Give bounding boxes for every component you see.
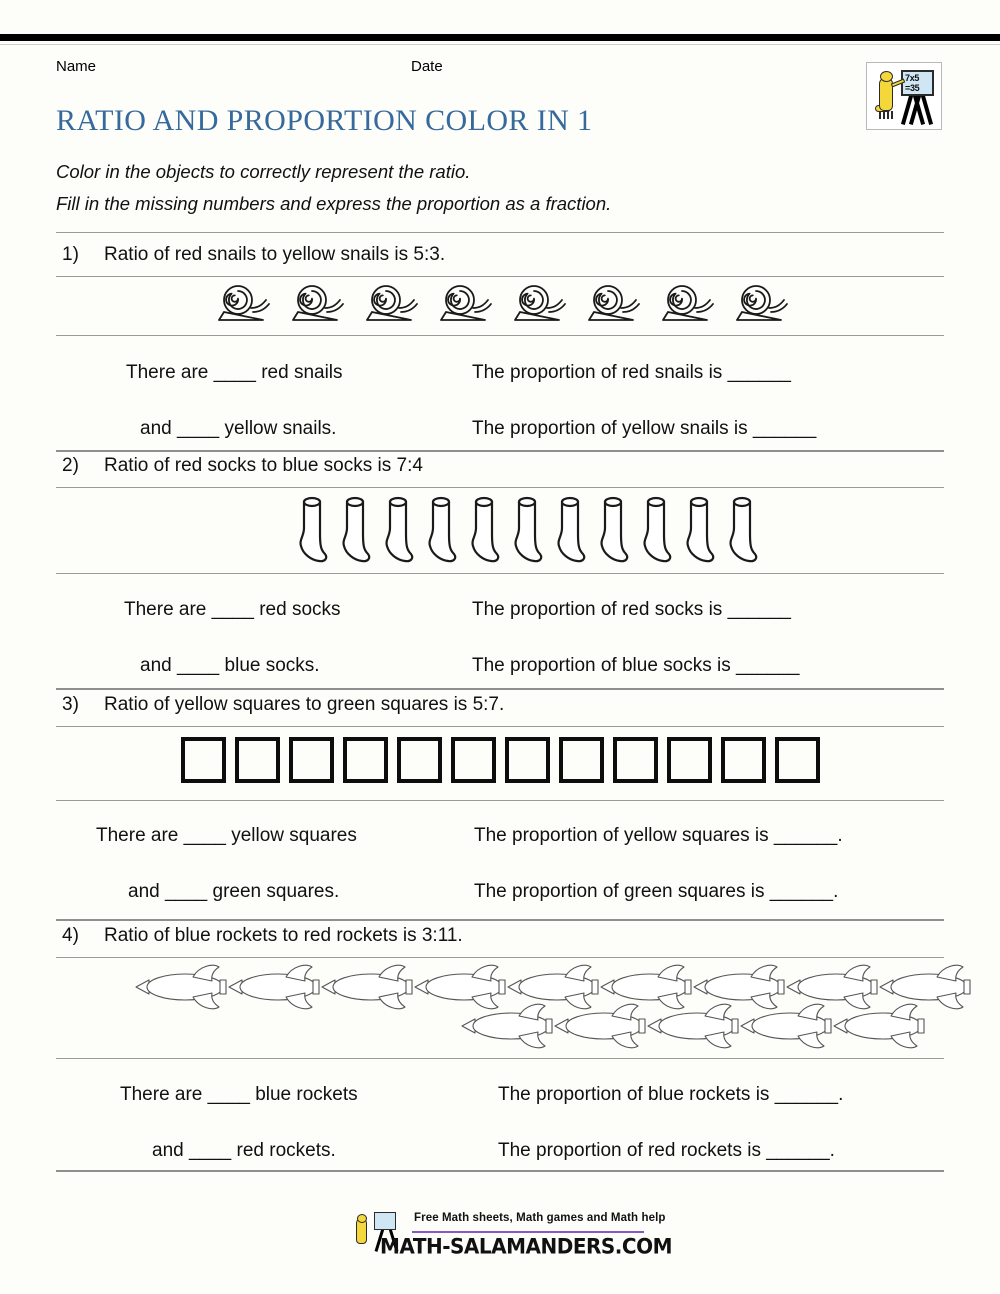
snail-icon xyxy=(437,284,499,328)
square-icon xyxy=(775,737,820,783)
rule-q4-mid xyxy=(56,957,944,958)
sock-icon xyxy=(592,494,634,564)
sock-icon xyxy=(678,494,720,564)
name-date-row xyxy=(56,58,846,84)
blackboard-line-1: 7x5 xyxy=(905,73,920,83)
question-1-answer-left-1: There are ____ red snails xyxy=(126,362,343,383)
rocket-icon xyxy=(552,1000,654,1052)
question-2-text: Ratio of red socks to blue socks is 7:4 xyxy=(104,455,423,476)
rule-q1-top xyxy=(56,232,944,233)
rule-q4-top xyxy=(56,919,944,921)
instruction-line-2: Fill in the missing numbers and express the proportion as a fraction. xyxy=(56,193,612,214)
question-1-prompt xyxy=(62,244,445,266)
snail-icon xyxy=(733,284,795,328)
rocket-icon xyxy=(645,1000,747,1052)
snail-icon xyxy=(511,284,573,328)
question-3-number: 3) xyxy=(62,694,79,715)
question-1-text: Ratio of red snails to yellow snails is 5:3. xyxy=(104,244,446,265)
question-3-prompt xyxy=(62,694,504,716)
snail-icon xyxy=(363,284,425,328)
question-1-answer-right-1: The proportion of red snails is ______ xyxy=(472,362,791,383)
question-3-answer-left-1: There are ____ yellow squares xyxy=(96,825,357,846)
salamander-body-icon xyxy=(879,77,893,111)
sock-icon xyxy=(291,494,333,564)
square-icon xyxy=(559,737,604,783)
square-icon xyxy=(397,737,442,783)
square-icon xyxy=(721,737,766,783)
question-1-number: 1) xyxy=(62,244,79,265)
sock-icon xyxy=(377,494,419,564)
question-4-prompt xyxy=(62,925,463,947)
instruction-line-1: Color in the objects to correctly represent the ratio. xyxy=(56,161,471,182)
rocket-icon xyxy=(459,1000,561,1052)
question-3-text: Ratio of yellow squares to green squares is 5:7. xyxy=(104,694,505,715)
snail-icon xyxy=(659,284,721,328)
snail-icon xyxy=(215,284,277,328)
question-1-answer-left-2: and ____ yellow snails. xyxy=(140,418,337,439)
question-4-answer-right-2: The proportion of red rockets is ______. xyxy=(498,1140,835,1161)
rule-q1-bottom xyxy=(56,335,944,336)
rule-q4-end xyxy=(56,1170,944,1172)
rocket-icon xyxy=(831,1000,933,1052)
blackboard-icon xyxy=(901,70,934,96)
question-3-answer-right-1: The proportion of yellow squares is ______. xyxy=(474,825,843,846)
question-2-prompt xyxy=(62,455,423,477)
rocket-icon xyxy=(319,961,421,1013)
question-2-answer-left-1: There are ____ red socks xyxy=(124,599,341,620)
question-2-answer-right-1: The proportion of red socks is ______ xyxy=(472,599,791,620)
snail-icon xyxy=(289,284,351,328)
header-logo xyxy=(866,62,942,130)
top-hairline-rule xyxy=(0,44,1000,45)
top-black-rule xyxy=(0,34,1000,41)
rocket-icon xyxy=(133,961,235,1013)
sock-icon xyxy=(721,494,763,564)
footer xyxy=(352,1206,672,1268)
question-2-answer-left-2: and ____ blue socks. xyxy=(140,655,320,676)
footer-url[interactable]: MATH-SALAMANDERS.COM xyxy=(380,1233,672,1259)
question-4-answer-left-1: There are ____ blue rockets xyxy=(120,1084,358,1105)
name-label: Name xyxy=(56,58,97,75)
square-icon xyxy=(289,737,334,783)
salamander-head-icon xyxy=(880,71,893,82)
square-icon xyxy=(505,737,550,783)
blackboard-line-2: =35 xyxy=(905,83,920,93)
date-label: Date xyxy=(411,58,443,75)
square-icon xyxy=(667,737,712,783)
salamander-legs-icon xyxy=(879,111,895,119)
sock-icon xyxy=(463,494,505,564)
footer-tagline: Free Math sheets, Math games and Math help xyxy=(414,1212,666,1224)
question-2-number: 2) xyxy=(62,455,79,476)
snail-icon xyxy=(585,284,647,328)
rule-q2-top xyxy=(56,450,944,452)
rule-q3-mid xyxy=(56,726,944,727)
sock-icon xyxy=(334,494,376,564)
rocket-icon xyxy=(226,961,328,1013)
question-4-answer-right-1: The proportion of blue rockets is ______. xyxy=(498,1084,844,1105)
square-icon xyxy=(451,737,496,783)
rule-q2-mid xyxy=(56,487,944,488)
square-icon xyxy=(235,737,280,783)
question-1-answer-right-2: The proportion of yellow snails is ______ xyxy=(472,418,817,439)
square-icon xyxy=(181,737,226,783)
rule-q3-bottom xyxy=(56,800,944,801)
square-icon xyxy=(343,737,388,783)
sock-icon xyxy=(420,494,462,564)
square-icon xyxy=(613,737,658,783)
question-4-number: 4) xyxy=(62,925,79,946)
question-4-text: Ratio of blue rockets to red rockets is 3:11. xyxy=(104,925,463,946)
question-2-answer-right-2: The proportion of blue socks is ______ xyxy=(472,655,800,676)
question-3-answer-right-2: The proportion of green squares is ______. xyxy=(474,881,839,902)
question-3-answer-left-2: and ____ green squares. xyxy=(128,881,340,902)
rule-q4-bottom xyxy=(56,1058,944,1059)
rule-q2-bottom xyxy=(56,573,944,574)
question-4-answer-left-2: and ____ red rockets. xyxy=(152,1140,336,1161)
sock-icon xyxy=(549,494,591,564)
rule-q1-mid xyxy=(56,276,944,277)
sock-icon xyxy=(635,494,677,564)
rule-q3-top xyxy=(56,688,944,690)
rocket-icon xyxy=(738,1000,840,1052)
sock-icon xyxy=(506,494,548,564)
footer-salamander-head-icon xyxy=(357,1214,367,1223)
page-title: RATIO AND PROPORTION COLOR IN 1 xyxy=(56,104,593,137)
footer-blackboard-icon xyxy=(374,1212,396,1230)
